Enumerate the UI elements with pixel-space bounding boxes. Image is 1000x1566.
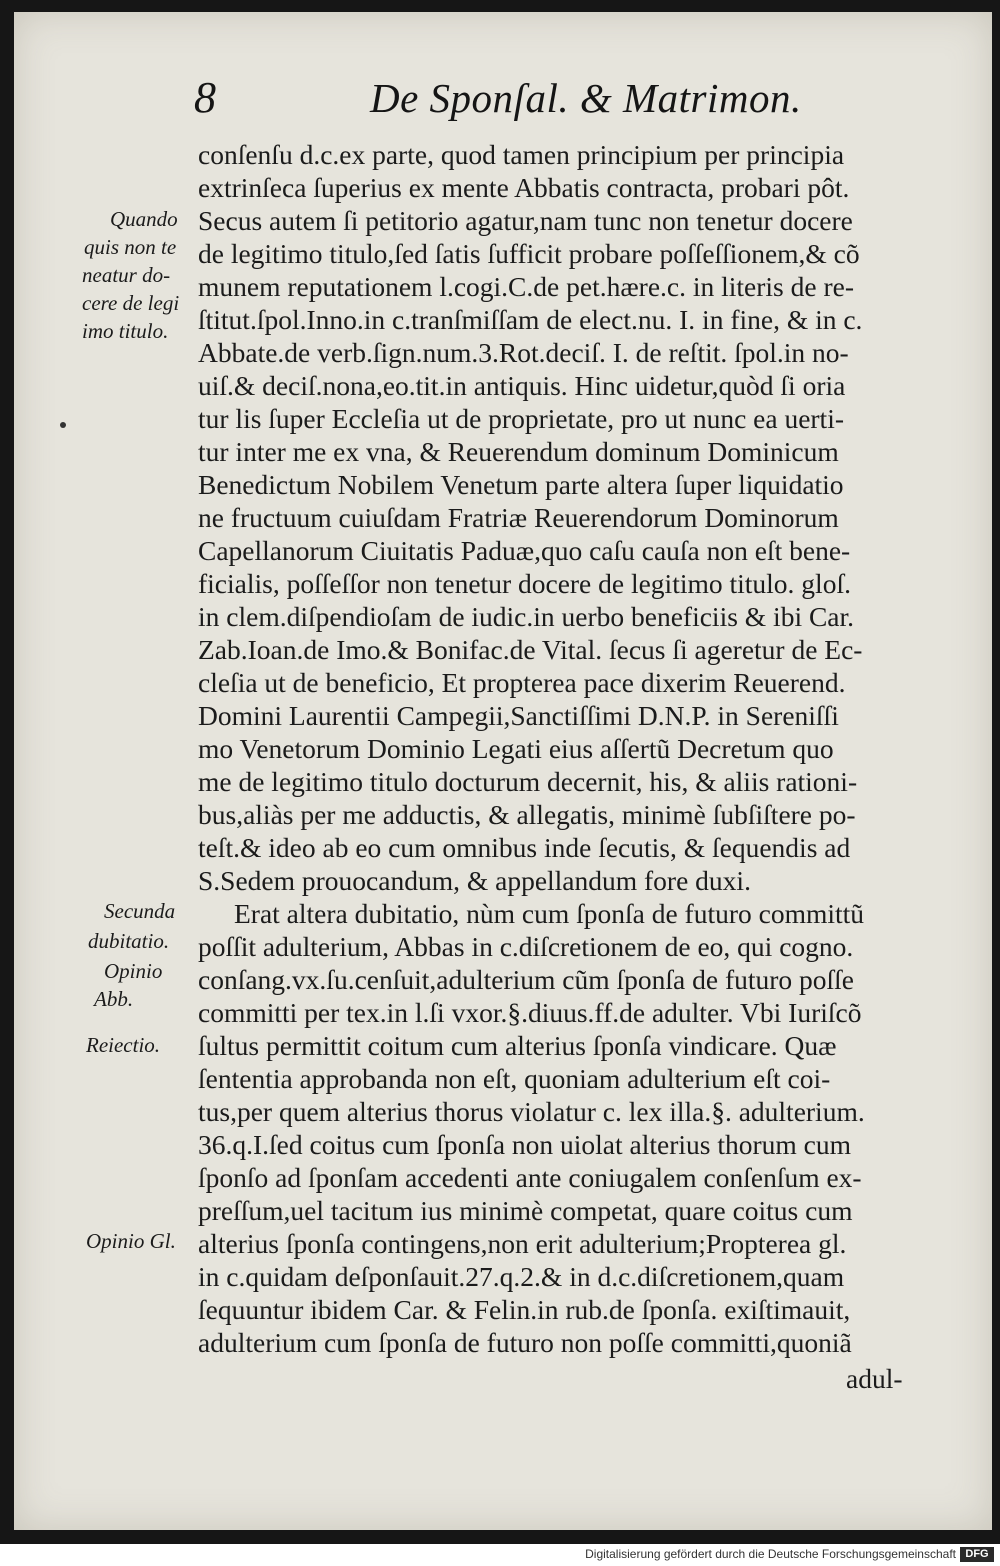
text-line: Secus autem ſi petitorio agatur,nam tunc non tenetur docere [198,205,853,236]
text-line: S.Sedem prouocandum, & appellandum fore duxi. [198,865,751,896]
digitization-footer [0,1544,1000,1566]
marginal-note-line: Opinio [104,959,163,983]
text-line: Erat altera dubitatio, nùm cum ſponſa de futuro committũ [234,898,865,929]
text-line: bus,aliàs per me adductis, & allegatis, minimè ſubſiſtere po- [198,799,856,830]
text-line: Abbate.de verb.ſign.num.3.Rot.deciſ. I. de reſtit. ſpol.in no- [198,337,849,368]
text-line: in c.quidam deſponſauit.27.q.2.& in d.c.diſcretionem,quam [198,1261,845,1292]
catchword: adul- [846,1363,903,1394]
text-line: conſang.vx.ſu.cenſuit,adulterium cũm ſponſa de futuro poſſe [198,964,855,995]
text-line: tus,per quem alterius thorus violatur c. lex illa.§. adulterium. [198,1096,865,1127]
text-line: uiſ.& deciſ.nona,eo.tit.in antiquis. Hinc uidetur,quòd ſi oria [198,370,846,401]
text-line: preſſum,uel tacitum ius minimè competat, quare coitus cum [198,1195,853,1226]
text-line: alterius ſponſa contingens,non erit adulterium;Propterea gl. [198,1228,847,1259]
running-title: De Sponſal. & Matrimon. [370,75,802,121]
funding-credit: Digitalisierung gefördert durch die Deutsche Forschungsgemeinschaft [585,1547,956,1561]
text-line: conſenſu d.c.ex parte, quod tamen principium per principia [198,139,845,170]
text-line: Capellanorum Ciuitatis Paduæ,quo caſu cauſa non eſt bene- [198,535,851,566]
text-line: ſultus permittit coitum cum alterius ſponſa vindicare. Quæ [198,1030,837,1061]
marginal-note-line: quis non te [84,235,177,259]
book-page [14,12,992,1530]
text-line: Domini Laurentii Campegii,Sanctiſſimi D.N.P. in Sereniſſi [198,700,839,731]
text-line: munem reputationem l.cogi.C.de pet.hære.c. in literis de re- [198,271,854,302]
marginal-note-line: Opinio Gl. [86,1229,176,1253]
text-line: ſententia approbanda non eſt, quoniam adulterium eſt coi- [198,1063,831,1094]
text-line: committi per tex.in l.ſi vxor.§.diuus.ff.de adulter. Vbi Iuriſcõ [198,997,862,1028]
text-line: mo Venetorum Dominio Legati eius aſſertũ Decretum quo [198,733,834,764]
text-line: ſequuntur ibidem Car. & Felin.in rub.de ſponſa. exiſtimauit, [198,1294,851,1325]
page-number: 8 [194,73,216,122]
dfg-logo: DFG [960,1547,994,1562]
text-line: in clem.diſpendioſam de iudic.in uerbo beneficiis & ibi Car. [198,601,855,632]
text-line: adulterium cum ſponſa de futuro non poſſe committi,quoniã [198,1327,852,1358]
text-line: tur lis ſuper Eccleſia ut de proprietate, pro ut nunc ea uerti- [198,403,844,434]
text-line: teſt.& ideo ab eo cum omnibus inde ſecutis, & ſequendis ad [198,832,851,863]
marginal-note-line: cere de legi [82,291,180,315]
ink-dot [60,422,66,428]
text-line: ſtitut.ſpol.Inno.in c.tranſmiſſam de elect.nu. I. in fine, & in c. [198,304,863,335]
marginal-note-line: Reiectio. [86,1033,161,1057]
text-line: me de legitimo titulo docturum decernit, his, & aliis rationi- [198,766,858,797]
text-line: ſponſo ad ſponſam accedenti ante coniugalem conſenſum ex- [198,1162,862,1193]
marginal-note-line: dubitatio. [88,929,170,953]
text-line: cleſia ut de beneficio, Et propterea pace dixerim Reuerend. [198,667,846,698]
text-line: tur inter me ex vna, & Reuerendum dominum Dominicum [198,436,839,467]
marginal-note-line: Secunda [104,899,176,923]
marginal-note-line: imo titulo. [82,319,169,343]
marginal-note-line: Abb. [94,987,134,1011]
text-line: Benedictum Nobilem Venetum parte altera ſuper liquidatio [198,469,844,500]
text-line: Zab.Ioan.de Imo.& Bonifac.de Vital. ſecus ſi ageretur de Ec- [198,634,863,665]
text-line: ne fructuum cuiuſdam Fratriæ Reuerendorum Dominorum [198,502,839,533]
marginal-note-line: Quando [110,207,178,231]
text-line: ficialis, poſſeſſor non tenetur docere de legitimo titulo. gloſ. [198,568,851,599]
marginal-note-line: neatur do- [82,263,171,287]
text-line: de legitimo titulo,ſed ſatis ſufficit probare poſſeſſionem,& cõ [198,238,860,269]
text-line: 36.q.I.ſed coitus cum ſponſa non uiolat alterius thorum cum [198,1129,852,1160]
text-line: extrinſeca ſuperius ex mente Abbatis contracta, probari pôt. [198,172,850,203]
text-line: poſſit adulterium, Abbas in c.diſcretionem de eo, qui cogno. [198,931,854,962]
